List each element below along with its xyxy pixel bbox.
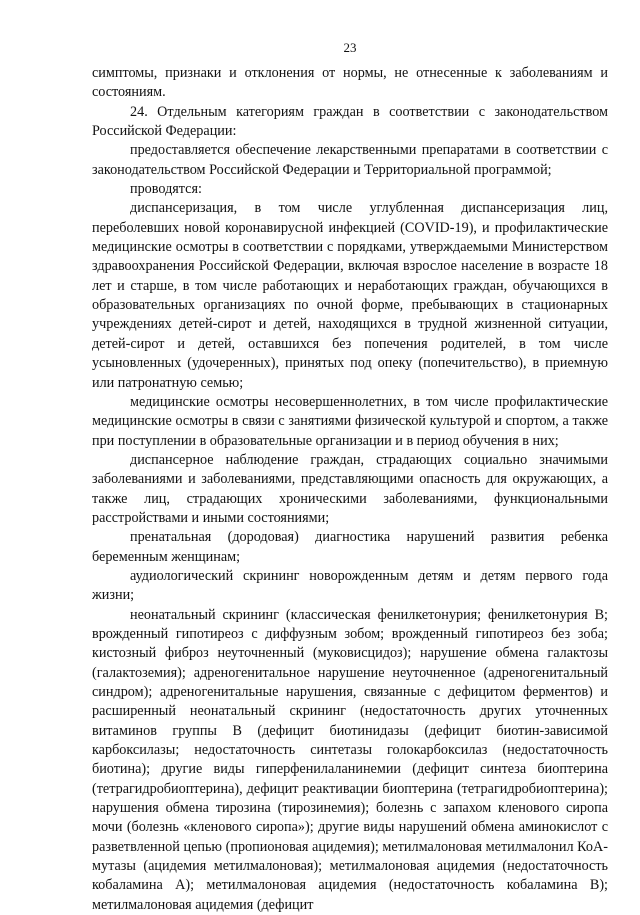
paragraph-conducted: проводятся: <box>130 181 202 198</box>
paragraph-prenatal-diagnostics: пренатальная (дородовая) диагностика нарушений развития ребенка беременным женщинам; <box>92 529 608 565</box>
document-body <box>92 64 608 915</box>
paragraph-symptoms-continuation: симптомы, признаки и отклонения от нормы, не отнесенные к заболеваниям и состояниям. <box>92 65 608 101</box>
page-number: 23 <box>343 40 357 55</box>
paragraph-dispensary-observation: диспансерное наблюдение граждан, страдающих социально значимыми заболеваниями и заболеваниями, представляющими опасность для окружающих, а также лиц, страдающих хроническими заболеваниями, функциональными расстройствами и иными состояниями; <box>92 451 608 526</box>
paragraph-minor-exams: медицинские осмотры несовершеннолетних, в том числе профилактические медицинские осмотры в связи с занятиями физической культурой и спортом, а также при поступлении в образовательные организации и в период обучения в них; <box>92 393 608 449</box>
paragraph-dispensarization: диспансеризация, в том числе углубленная диспансеризация лиц, переболевших новой коронавирусной инфекцией (COVID-19), и профилактические медицинские осмотры в соответствии с порядками, утверждаемыми Министерством здравоохранения Российской Федерации, включая взрослое население в возрасте 18 лет и старше, в том числе работающих и неработающих граждан, обучающихся в образовательных организациях по очной форме, пребывающих в стационарных учреждениях детей-сирот и детей, находящихся в трудной жизненной ситуации, детей-сирот и детей, оставшихся без попечения родителей, в том числе усыновленных (удочеренных), принятых под опеку (попечительство), в приемную или патронатную семью; <box>92 200 608 391</box>
paragraph-drug-provision: предоставляется обеспечение лекарственными препаратами в соответствии с законодательством Российской Федерации и Территориальной программой; <box>92 142 608 178</box>
paragraph-item-24: 24. Отдельным категориям граждан в соответствии с законодательством Российской Федерации: <box>92 103 608 140</box>
paragraph-audiological-screening: аудиологический скрининг новорожденным детям и детям первого года жизни; <box>92 567 608 604</box>
paragraph-neonatal-screening: неонатальный скрининг (классическая фенилкетонурия; фенилкетонурия В; врожденный гипотиреоз с диффузным зобом; врожденный гипотиреоз без зоба; кистозный фиброз неуточненный (муковисцидоз); нарушение обмена галактозы (галактоземия); адреногенитальное нарушение неуточненное (адреногенитальный синдром); адреногенитальные нарушения, связанные с дефицитом ферментов) и расширенный неонатальный скрининг (недостаточность других уточненных витаминов группы В (дефицит биотинидазы (дефицит биотин-зависимой карбоксилазы; недостаточность синтетазы голокарбоксилаз (недостаточность биотина); другие виды гиперфенилаланинемии (дефицит синтеза биоптерина (тетрагидробиоптерина), дефицит реактивации биоптерина (тетрагидробиоптерина); нарушения обмена тирозина (тирозинемия); болезнь с запахом кленового сиропа мочи (болезнь «кленового сиропа»); другие виды нарушений обмена аминокислот с разветвленной цепью (пропионовая ацидемия); метилмалоновая метилмалонил КоА-мутазы (ацидемия метилмалоновая); метилмалоновая ацидемия (недостаточность кобаламина А); метилмалоновая ацидемия (недостаточность кобаламина В); метилмалоновая ацидемия (дефицит <box>92 606 608 913</box>
